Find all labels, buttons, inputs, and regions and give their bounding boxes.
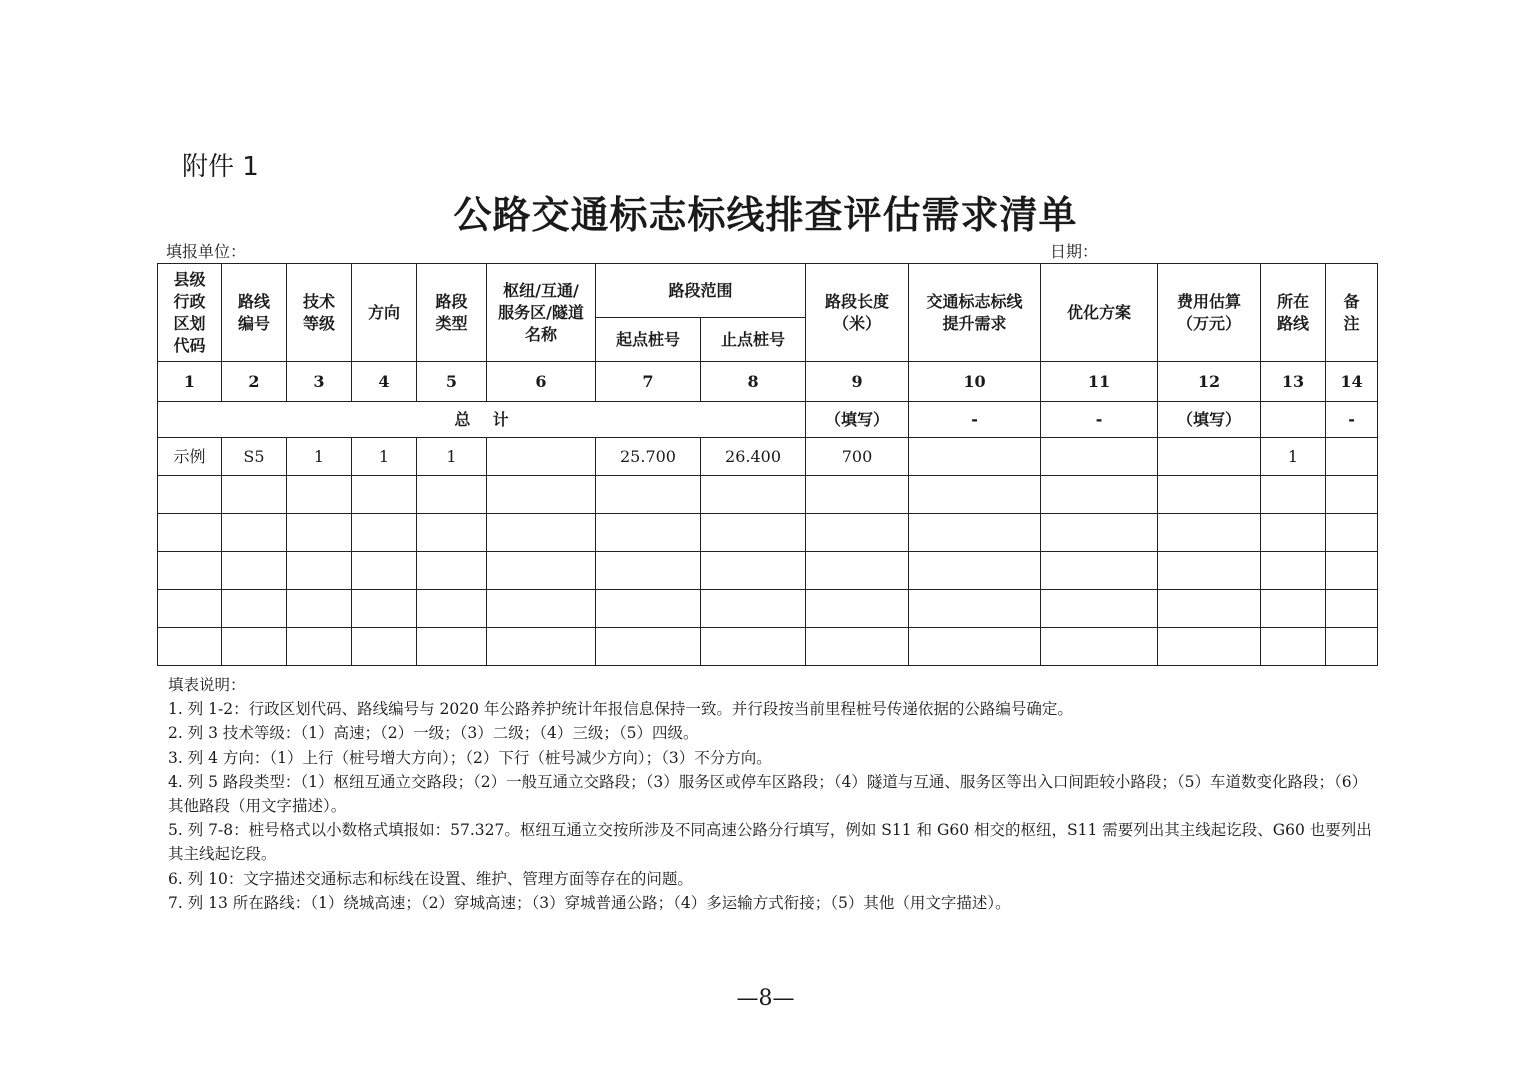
table-cell[interactable]: 26.400 <box>701 438 806 476</box>
table-cell[interactable] <box>1261 628 1326 666</box>
header-tech-grade: 技术等级 <box>287 264 352 362</box>
table-cell[interactable] <box>417 628 487 666</box>
table-cell[interactable]: 1 <box>287 438 352 476</box>
notes-heading: 填表说明： <box>168 676 246 694</box>
table-cell[interactable] <box>287 514 352 552</box>
table-cell[interactable] <box>806 514 909 552</box>
attachment-label: 附件 1 <box>182 152 259 182</box>
table-cell[interactable] <box>1326 590 1378 628</box>
table-cell[interactable] <box>1326 628 1378 666</box>
table-cell[interactable] <box>487 552 596 590</box>
table-cell[interactable] <box>596 628 701 666</box>
table-cell[interactable] <box>1041 628 1158 666</box>
table-cell[interactable] <box>701 514 806 552</box>
fill-unit-label: 填报单位： <box>166 242 247 261</box>
note-line: 7. 列 13 所在路线：（1）绕城高速；（2）穿城高速；（3）穿城普通公路；（4）多运输方式衔接；（5）其他（用文字描述）。 <box>168 893 1011 912</box>
header-direction: 方向 <box>352 264 417 362</box>
table-cell[interactable]: 25.700 <box>596 438 701 476</box>
table-cell[interactable] <box>287 628 352 666</box>
table-cell[interactable] <box>909 590 1041 628</box>
date-label: 日期： <box>1050 242 1099 261</box>
table-cell[interactable] <box>1326 476 1378 514</box>
note-line: 4. 列 5 路段类型：（1）枢纽互通立交路段；（2）一般互通立交路段；（3）服务区或停车区路段；（4）隧道与互通、服务区等出入口间距较小路段；（5）车道数变化路段；（6）其他路段（用文字描述）。 <box>168 772 1368 816</box>
column-number: 1 <box>158 362 222 402</box>
table-cell[interactable] <box>1326 514 1378 552</box>
header-cost: 费用估算（万元） <box>1158 264 1261 362</box>
header-plan: 优化方案 <box>1041 264 1158 362</box>
table-cell[interactable] <box>701 552 806 590</box>
table-cell[interactable] <box>352 514 417 552</box>
table-cell[interactable] <box>1326 438 1378 476</box>
table-row <box>158 514 1378 552</box>
table-cell[interactable] <box>158 514 222 552</box>
column-number-row <box>158 362 1378 402</box>
table-cell[interactable] <box>287 590 352 628</box>
table-cell[interactable] <box>352 476 417 514</box>
total-route-location <box>1261 402 1326 438</box>
table-cell[interactable] <box>158 476 222 514</box>
header-route-no: 路线编号 <box>222 264 287 362</box>
table-cell[interactable] <box>1158 438 1261 476</box>
header-hub-name: 枢纽/互通/服务区/隧道名称 <box>487 264 596 362</box>
table-cell[interactable] <box>487 476 596 514</box>
table-cell[interactable] <box>1041 514 1158 552</box>
table-cell[interactable] <box>158 552 222 590</box>
table-cell[interactable] <box>287 476 352 514</box>
table-cell[interactable] <box>487 628 596 666</box>
header-range: 路段范围 <box>596 264 806 318</box>
table-cell[interactable] <box>1041 476 1158 514</box>
table-cell[interactable] <box>487 514 596 552</box>
table-row <box>158 552 1378 590</box>
table-cell[interactable] <box>1261 514 1326 552</box>
header-county-code: 县级行政区划代码 <box>158 264 222 362</box>
column-number: 14 <box>1326 362 1378 402</box>
table-cell[interactable] <box>1158 590 1261 628</box>
table-cell[interactable]: S5 <box>222 438 287 476</box>
table-cell[interactable] <box>352 590 417 628</box>
total-row <box>158 402 1378 438</box>
table-row <box>158 590 1378 628</box>
table-cell[interactable] <box>487 438 596 476</box>
table-cell[interactable] <box>1158 476 1261 514</box>
table-cell[interactable] <box>1041 552 1158 590</box>
note-line: 5. 列 7-8：桩号格式以小数格式填报如：57.327。枢纽互通立交按所涉及不同高速公路分行填写，例如 S11 和 G60 相交的枢纽，S11 需要列出其主线起讫段、G60 也要列出其主线起讫段。 <box>168 821 1372 864</box>
table-cell[interactable] <box>222 552 287 590</box>
example-row <box>158 438 1378 476</box>
total-length: （填写） <box>806 402 909 438</box>
table-cell[interactable] <box>417 590 487 628</box>
header-end-stake: 止点桩号 <box>701 318 806 362</box>
column-number: 7 <box>596 362 701 402</box>
table-cell[interactable] <box>487 590 596 628</box>
table-cell[interactable] <box>417 514 487 552</box>
header-upgrade-need: 交通标志标线提升需求 <box>909 264 1041 362</box>
table-cell[interactable] <box>909 552 1041 590</box>
note-line: 2. 列 3 技术等级：（1）高速；（2）一级；（3）二级；（4）三级；（5）四级。 <box>168 724 699 743</box>
header-remark: 备注 <box>1326 264 1378 362</box>
table-cell[interactable] <box>806 552 909 590</box>
note-line: 6. 列 10：文字描述交通标志和标线在设置、维护、管理方面等存在的问题。 <box>168 869 693 888</box>
column-number: 3 <box>287 362 352 402</box>
table-cell[interactable] <box>158 628 222 666</box>
table-cell[interactable] <box>222 514 287 552</box>
table-cell[interactable] <box>1041 590 1158 628</box>
table-cell[interactable]: 700 <box>806 438 909 476</box>
total-label: 总 计 <box>158 402 806 438</box>
column-number: 5 <box>417 362 487 402</box>
table-cell[interactable] <box>596 476 701 514</box>
column-number: 10 <box>909 362 1041 402</box>
page-number: —8— <box>736 986 795 1011</box>
table-cell[interactable] <box>596 552 701 590</box>
total-remark: - <box>1326 402 1378 438</box>
table-cell[interactable] <box>701 590 806 628</box>
table-cell[interactable] <box>806 590 909 628</box>
table-cell[interactable] <box>596 590 701 628</box>
header-length: 路段长度（米） <box>806 264 909 362</box>
empty-rows <box>158 476 1378 666</box>
table-cell[interactable] <box>1158 552 1261 590</box>
table-cell[interactable] <box>596 514 701 552</box>
table-cell[interactable] <box>806 476 909 514</box>
total-cost: （填写） <box>1158 402 1261 438</box>
table-cell[interactable] <box>909 476 1041 514</box>
column-number: 11 <box>1041 362 1158 402</box>
table-cell[interactable] <box>352 628 417 666</box>
table-cell[interactable] <box>909 438 1041 476</box>
table-cell[interactable] <box>909 514 1041 552</box>
column-number: 12 <box>1158 362 1261 402</box>
total-plan: - <box>1041 402 1158 438</box>
table-row <box>158 628 1378 666</box>
table-cell[interactable] <box>1326 552 1378 590</box>
table-cell[interactable]: 示例 <box>158 438 222 476</box>
table-cell[interactable] <box>222 590 287 628</box>
table-cell[interactable] <box>417 476 487 514</box>
table-cell[interactable] <box>806 628 909 666</box>
column-number: 13 <box>1261 362 1326 402</box>
table-cell[interactable] <box>1158 628 1261 666</box>
table-cell[interactable] <box>352 552 417 590</box>
table-cell[interactable] <box>1041 438 1158 476</box>
header-segment-type: 路段类型 <box>417 264 487 362</box>
table-cell[interactable] <box>222 476 287 514</box>
column-number: 4 <box>352 362 417 402</box>
table-cell[interactable] <box>287 552 352 590</box>
table-cell[interactable]: 1 <box>352 438 417 476</box>
total-upgrade-need: - <box>909 402 1041 438</box>
note-line: 3. 列 4 方向：（1）上行（桩号增大方向）；（2）下行（桩号减少方向）；（3）不分方向。 <box>168 748 772 767</box>
column-number: 2 <box>222 362 287 402</box>
column-number: 8 <box>701 362 806 402</box>
table-cell[interactable] <box>1261 552 1326 590</box>
table-cell[interactable] <box>1261 590 1326 628</box>
table-cell[interactable] <box>1158 514 1261 552</box>
notes-list <box>168 697 1378 915</box>
table-row <box>158 476 1378 514</box>
header-route-location: 所在路线 <box>1261 264 1326 362</box>
table-cell[interactable] <box>701 628 806 666</box>
fill-instructions <box>168 673 1378 915</box>
table-cell[interactable] <box>909 628 1041 666</box>
table-cell[interactable] <box>417 552 487 590</box>
requirement-table <box>157 263 1378 666</box>
header-start-stake: 起点桩号 <box>596 318 701 362</box>
table-cell[interactable]: 1 <box>1261 438 1326 476</box>
table-cell[interactable]: 1 <box>417 438 487 476</box>
table-cell[interactable] <box>158 590 222 628</box>
column-number: 6 <box>487 362 596 402</box>
page-title: 公路交通标志标线排查评估需求清单 <box>453 193 1078 237</box>
note-line: 1. 列 1-2：行政区划代码、路线编号与 2020 年公路养护统计年报信息保持一致。并行段按当前里程桩号传递依据的公路编号确定。 <box>168 700 1073 719</box>
table-cell[interactable] <box>1261 476 1326 514</box>
column-number: 9 <box>806 362 909 402</box>
table-cell[interactable] <box>701 476 806 514</box>
table-cell[interactable] <box>222 628 287 666</box>
